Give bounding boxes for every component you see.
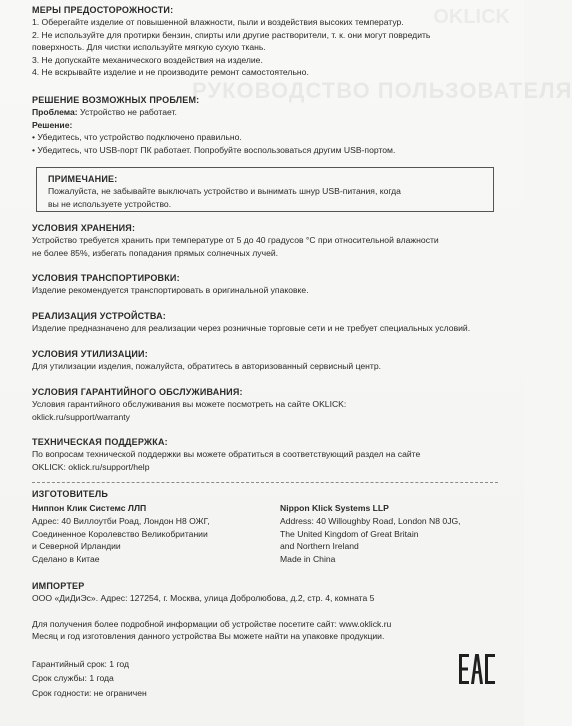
info-section [32,618,496,643]
disposal-section [32,348,496,373]
problem-line [32,106,496,118]
info-line: Месяц и год изготовления данного устройства Вы можете найти на упаковке продукции. [32,631,385,642]
section-divider [32,482,498,483]
shelf-life: Срок годности: не ограничен [32,687,147,698]
solution-label: Решение: [32,119,73,130]
precautions-section [32,4,496,78]
precaution-item: 2. Не используйте для протирки бензин, спирты или другие растворители, т. к. они могут повредить [32,29,431,40]
warranty-link: oklick.ru/support/warranty [32,411,130,422]
manufacturer-en-line: Made in China [280,553,336,564]
precaution-item: 1. Оберегайте изделие от повышенной влажности, пыли и воздействия высоких температур. [32,17,404,28]
note-heading: ПРИМЕЧАНИЕ: [48,174,118,184]
sales-section [32,310,496,335]
note-box [36,167,494,212]
support-line: По вопросам технической поддержки вы можете обратиться в соответствующий раздел на сайте [32,449,421,460]
problem-label: Проблема: [32,107,78,118]
support-heading: ТЕХНИЧЕСКАЯ ПОДДЕРЖКА: [32,437,168,447]
manufacturer-en-line: and Northern Ireland [280,541,359,552]
importer-heading: ИМПОРТЕР [32,581,85,591]
solution-item: • Убедитесь, что устройство подключено правильно. [32,132,242,143]
disposal-heading: УСЛОВИЯ УТИЛИЗАЦИИ: [32,349,148,359]
transport-section [32,272,496,297]
storage-section [32,222,496,259]
note-line: вы не используете устройство. [48,198,172,209]
manufacturer-en-line: The United Kingdom of Great Britain [280,528,419,539]
support-section [32,436,496,473]
importer-section [32,580,496,605]
importer-line: ООО «ДиДиЭс». Адрес: 127254, г. Москва, улица Добролюбова, д.2, стр. 4, комната 5 [32,593,375,604]
manufacturer-ru-line: Сделано в Китае [32,553,100,564]
transport-line: Изделие рекомендуется транспортировать в оригинальной упаковке. [32,285,309,296]
troubleshooting-section [32,94,496,156]
storage-line: Устройство требуется хранить при температуре от 5 до 40 градусов °С при относительной влажности [32,235,439,246]
problem-text: Устройство не работает. [77,107,177,118]
transport-heading: УСЛОВИЯ ТРАНСПОРТИРОВКИ: [32,273,180,283]
eac-letters [459,654,495,684]
note-line: Пожалуйста, не забывайте выключать устройство и вынимать шнур USB-питания, когда [48,186,401,197]
show-through-brand: OKLICK [433,6,510,28]
manufacturer-section [32,488,496,500]
eac-mark-icon [458,652,496,686]
warranty-period: Гарантийный срок: 1 год [32,659,130,669]
storage-heading: УСЛОВИЯ ХРАНЕНИЯ: [32,223,136,233]
terms-section [32,658,496,699]
sales-heading: РЕАЛИЗАЦИЯ УСТРОЙСТВА: [32,311,166,321]
precautions-heading: МЕРЫ ПРЕДОСТОРОЖНОСТИ: [32,5,174,15]
support-link: OKLICK: oklick.ru/support/help [32,461,150,472]
precaution-item: 3. Не допускайте механического воздействия на изделие. [32,54,263,65]
storage-line: не более 85%, избегать попадания прямых солнечных лучей. [32,247,279,258]
manufacturer-en-name: Nippon Klick Systems LLP [280,503,389,513]
manufacturer-heading: ИЗГОТОВИТЕЛЬ [32,489,109,499]
precaution-item: поверхность. Для чистки используйте мягкую сухую ткань. [32,42,266,53]
disposal-line: Для утилизации изделия, пожалуйста, обратитесь в авторизованный сервисный центр. [32,361,382,372]
manufacturer-ru-line: и Северной Ирландии [32,541,121,552]
manufacturer-ru [32,502,272,565]
solution-item: • Убедитесь, что USB-порт ПК работает. Попробуйте воспользоваться другим USB-портом. [32,144,396,155]
service-life: Срок службы: 1 года [32,673,114,684]
troubleshooting-heading: РЕШЕНИЕ ВОЗМОЖНЫХ ПРОБЛЕМ: [32,95,200,105]
sales-line: Изделие предназначено для реализации через розничные торговые сети и не требует специальных условий. [32,323,471,334]
manufacturer-en-line: Address: 40 Willoughby Road, London N8 0JG, [280,516,461,527]
manufacturer-ru-name: Ниппон Клик Системс ЛЛП [32,503,147,513]
warranty-line: Условия гарантийного обслуживания вы можете посмотреть на сайте OKLICK: [32,399,347,410]
manufacturer-ru-line: Адрес: 40 Виллоутби Роад, Лондон Н8 ОЖГ, [32,516,210,527]
manufacturer-en [280,502,496,565]
info-line: Для получения более подробной информации об устройстве посетите сайт: www.oklick.ru [32,619,392,629]
manufacturer-ru-line: Соединенное Королевство Великобритании [32,528,208,539]
warranty-section [32,386,496,423]
show-through-title: РУКОВОДСТВО ПОЛЬЗОВАТЕЛЯ [192,78,572,103]
warranty-heading: УСЛОВИЯ ГАРАНТИЙНОГО ОБСЛУЖИВАНИЯ: [32,387,243,397]
precaution-item: 4. Не вскрывайте изделие и не производите ремонт самостоятельно. [32,67,309,78]
